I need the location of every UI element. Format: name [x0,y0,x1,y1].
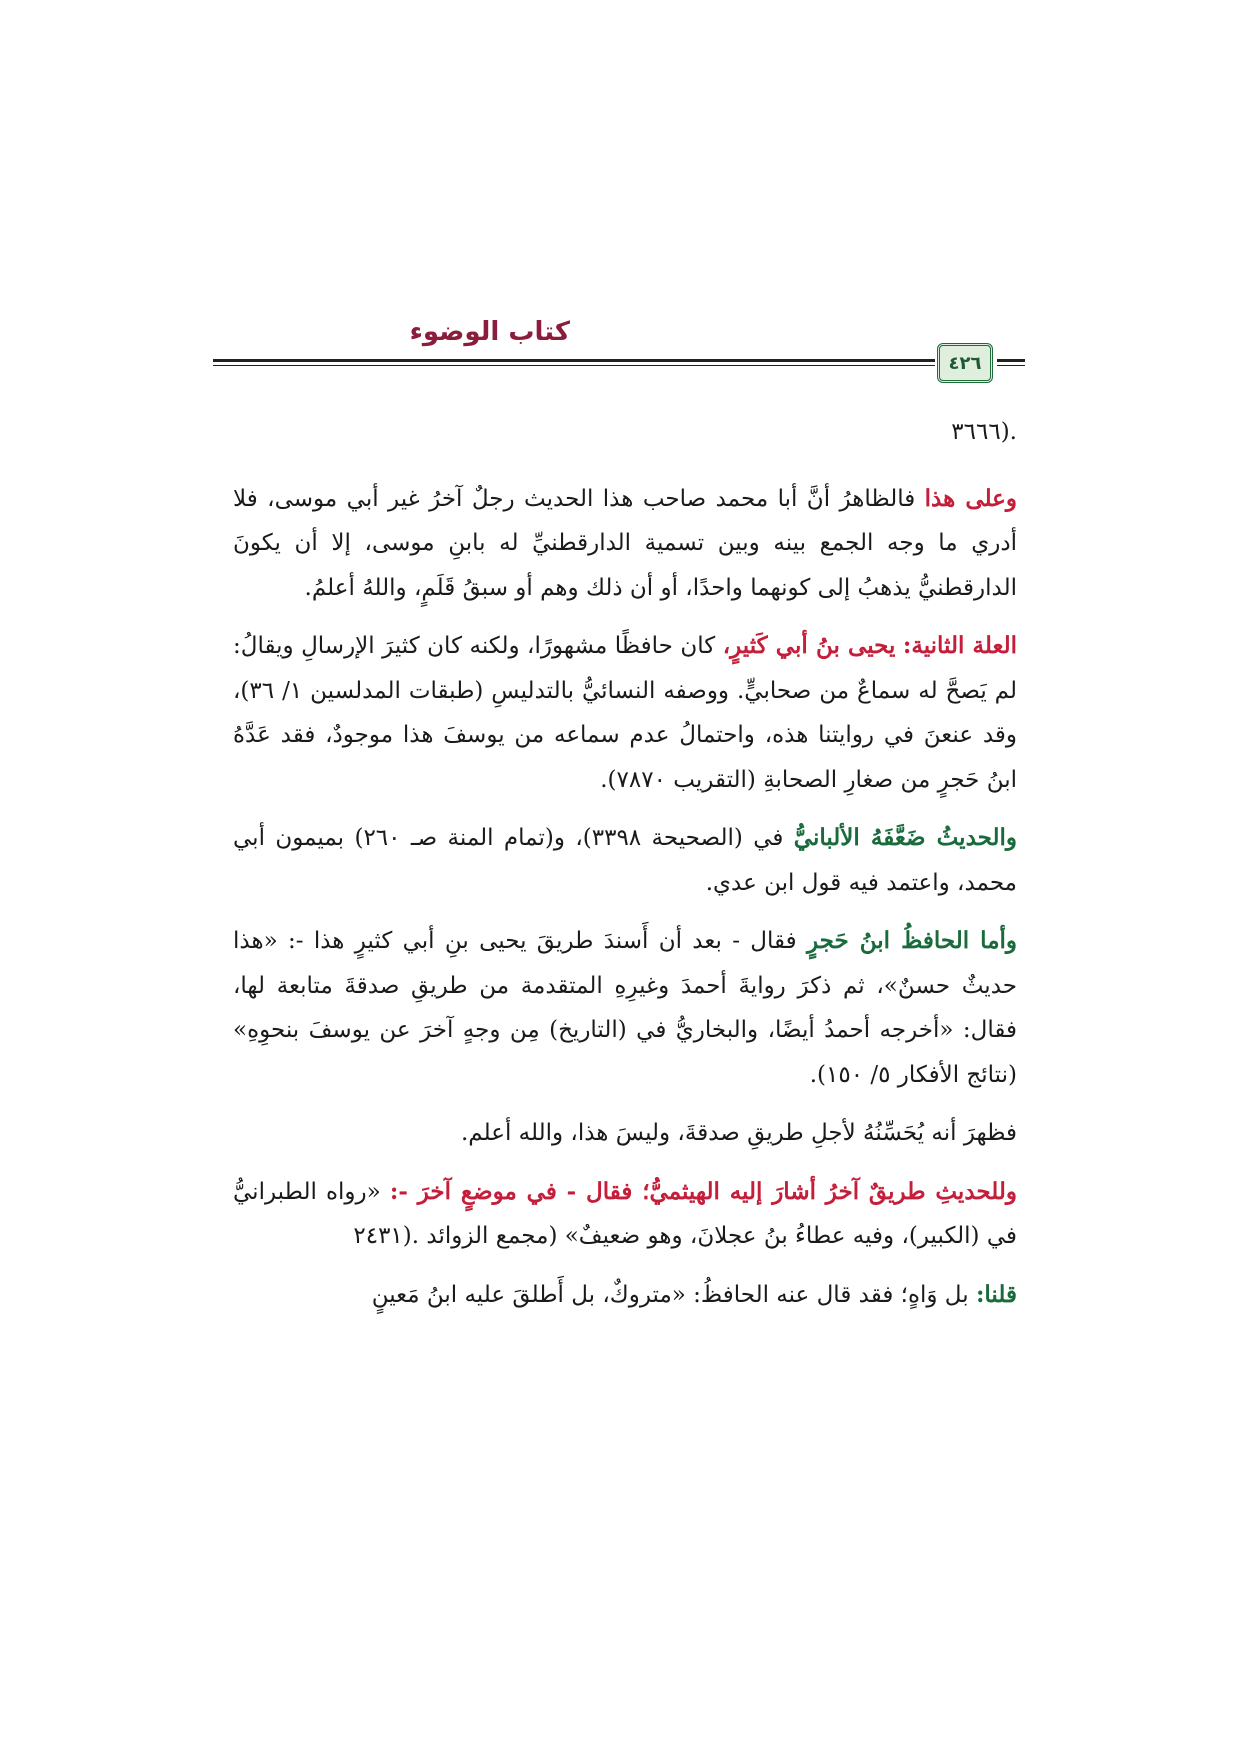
paragraph-text: في (الصحيحة ٣٣٩٨)، و(تمام المنة صـ ٢٦٠) بميمون أبي محمد، واعتمد فيه قول ابن عدي. [233,825,1017,896]
paragraph-lead: قلنا: [975,1280,1017,1308]
paragraph [233,1273,1017,1318]
paragraph-lead: وللحديثِ طريقٌ آخرُ أشارَ إليه الهيثميُّ؛ فقال - في موضعٍ آخرَ -: [389,1177,1017,1205]
paragraph-lead: وأما الحافظُ ابنُ حَجرٍ [806,927,1018,954]
paragraph [233,477,1017,611]
paragraph-lead: العلة الثانية: [902,632,1017,659]
paragraph-continuation [233,410,1017,455]
header-rule-end [997,359,1025,362]
header-rule-end-thin [997,365,1025,366]
paragraph [233,1170,1017,1259]
page-body [233,410,1017,1331]
paragraph-text: كان حافظًا مشهورًا، ولكنه كان كثيرَ الإرسالِ ويقالُ: لم يَصحَّ له سماعٌ من صحابيٍّ. ووصفه النسائيُّ بالتدليسِ (طبقات المدلسين ١/ ٣٦)، وقد عنعنَ في روايتنا هذه، واحتمالُ عدم سماعه من يوسفَ هذا موجودٌ، فقد عَدَّهُ ابنُ حَجرٍ من صغارِ الصحابةِ (التقريب ٧٨٧٠). [233,633,1017,793]
book-title: كتاب الوضوء [409,317,570,347]
paragraph-text: فقال - بعد أن أَسندَ طريقَ يحيى بنِ أبي كثيرٍ هذا -: «هذا حديثٌ حسنٌ»، ثم ذكرَ روايةَ أحمدَ وغيرِهِ المتقدمة من طريقِ صدقةَ متابعة لها، فقال: «أخرجه أحمدُ أيضًا، والبخاريُّ في (التاريخ) مِن وجهٍ آخرَ عن يوسفَ بنحوِهِ» (نتائج الأفكار ٥/ ١٥٠). [233,928,1017,1088]
header-rule [213,359,935,362]
paragraph-lead: والحديثُ ضَعَّفَهُ الألبانيُّ [793,824,1017,851]
paragraph [233,919,1017,1097]
page-number-badge: ٤٢٦ [937,343,993,383]
paragraph-text: .(٣٦٦٦ [951,419,1017,445]
paragraph-lead-name: يحيى بنُ أبي كَثيرٍ، [722,632,896,659]
paragraph-text: بل وَاهٍ؛ فقد قال عنه الحافظُ: «متروكٌ، بل أَطلقَ عليه ابنُ مَعينٍ [371,1281,976,1308]
paragraph [233,624,1017,802]
header-rule-thin [213,365,935,366]
page-header [215,305,1025,390]
paragraph-text: «رواه الطبرانيُّ في (الكبير)، وفيه عطاءُ بنُ عجلانَ، وهو ضعيفٌ» (مجمع الزوائد .(٢٤٣١ [233,1178,1017,1249]
paragraph-text: فظهرَ أنه يُحَسِّنُهُ لأجلِ طريقِ صدقةَ، وليسَ هذا، والله أعلم. [461,1120,1017,1146]
paragraph [233,1111,1017,1156]
paragraph-text: فالظاهرُ أنَّ أبا محمد صاحب هذا الحديث رجلٌ آخرُ غير أبي موسى، فلا أدري ما وجه الجمع بينه وبين تسمية الدارقطنيِّ له بابنِ موسى، إلا أن يكونَ الدارقطنيُّ يذهبُ إلى كونهما واحدًا، أو أن ذلك وهم أو سبقُ قَلَمٍ، واللهُ أعلمُ. [233,485,1017,601]
paragraph-lead: وعلى هذا [924,484,1018,512]
paragraph [233,816,1017,905]
